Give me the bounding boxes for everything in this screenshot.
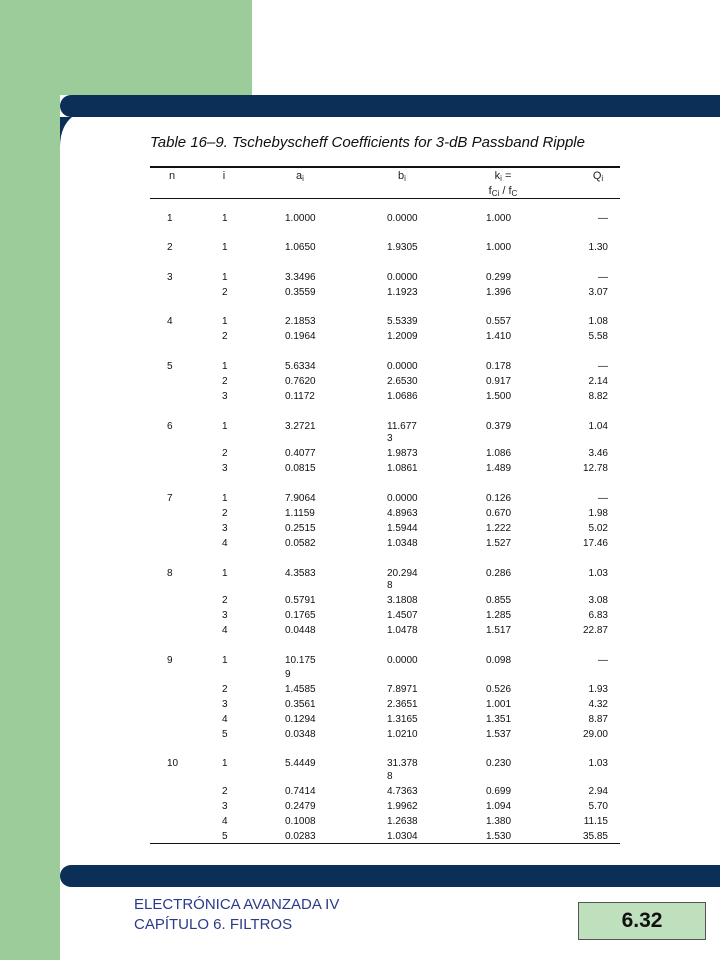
cell-q: 6.83 xyxy=(588,610,608,621)
cell-a: 4.3583 xyxy=(285,568,316,579)
cell-a: 9 xyxy=(285,669,291,680)
cell-a: 0.2515 xyxy=(285,523,316,534)
cell-n: 1 xyxy=(167,213,173,224)
cell-q: — xyxy=(598,272,608,283)
cell-k: 0.699 xyxy=(486,786,512,797)
cell-a: 0.0283 xyxy=(285,831,316,842)
cell-q: 29.00 xyxy=(582,729,608,740)
table-row xyxy=(150,212,620,226)
table-row xyxy=(150,698,620,712)
cell-k: 1.500 xyxy=(486,391,512,402)
cell-i: 3 xyxy=(222,391,228,402)
cell-b: 1.0478 xyxy=(387,625,418,636)
table-row xyxy=(150,360,620,374)
cell-a: 1.0650 xyxy=(285,242,316,253)
cell-i: 2 xyxy=(222,508,228,519)
page-number-box xyxy=(578,902,706,940)
cell-n: 2 xyxy=(167,242,173,253)
cell-i: 2 xyxy=(222,786,228,797)
cell-q: 4.32 xyxy=(588,699,608,710)
cell-q: 17.46 xyxy=(582,538,608,549)
cell-a: 0.7414 xyxy=(285,786,316,797)
cell-k: 1.222 xyxy=(486,523,512,534)
cell-b: 7.8971 xyxy=(387,684,418,695)
cell-q: 1.93 xyxy=(588,684,608,695)
cell-a: 0.3559 xyxy=(285,287,316,298)
cell-a: 0.7620 xyxy=(285,376,316,387)
corner-curve xyxy=(60,117,90,147)
cell-n: 3 xyxy=(167,272,173,283)
cell-n: 5 xyxy=(167,361,173,372)
table-row xyxy=(150,447,620,461)
table-row xyxy=(150,800,620,814)
cell-a: 0.4077 xyxy=(285,448,316,459)
cell-b: 0.0000 xyxy=(387,655,418,666)
cell-i: 5 xyxy=(222,729,228,740)
cell-q: 1.08 xyxy=(588,316,608,327)
cell-i: 3 xyxy=(222,523,228,534)
cell-a: 0.5791 xyxy=(285,595,316,606)
cell-i: 3 xyxy=(222,463,228,474)
cell-n: 7 xyxy=(167,493,173,504)
cell-a: 0.1765 xyxy=(285,610,316,621)
cell-b: 1.9873 xyxy=(387,448,418,459)
cell-a: 0.2479 xyxy=(285,801,316,812)
cell-i: 3 xyxy=(222,610,228,621)
cell-k: 1.517 xyxy=(486,625,512,636)
cell-b: 0.0000 xyxy=(387,361,418,372)
table-row xyxy=(150,330,620,344)
cell-b: 4.7363 xyxy=(387,786,418,797)
cell-a: 2.1853 xyxy=(285,316,316,327)
cell-i: 2 xyxy=(222,331,228,342)
cell-i: 4 xyxy=(222,625,228,636)
cell-b: 1.2638 xyxy=(387,816,418,827)
table-row xyxy=(150,830,620,844)
cell-b: 1.3165 xyxy=(387,714,418,725)
cell-b: 3 xyxy=(387,433,393,444)
cell-a: 0.0815 xyxy=(285,463,316,474)
cell-q: 5.70 xyxy=(588,801,608,812)
table-row xyxy=(150,492,620,506)
cell-a: 3.3496 xyxy=(285,272,316,283)
cell-i: 2 xyxy=(222,376,228,387)
cell-i: 1 xyxy=(222,316,228,327)
cell-i: 1 xyxy=(222,421,228,432)
cell-b: 0.0000 xyxy=(387,493,418,504)
cell-a: 5.4449 xyxy=(285,758,316,769)
footer-chapter-title: CAPÍTULO 6. FILTROS xyxy=(134,916,293,933)
cell-i: 1 xyxy=(222,758,228,769)
cell-k: 0.917 xyxy=(486,376,512,387)
table-row xyxy=(150,432,620,446)
table-row xyxy=(150,815,620,829)
cell-k: 1.489 xyxy=(486,463,512,474)
table-header-rule xyxy=(150,198,620,199)
cell-k: 1.530 xyxy=(486,831,512,842)
cell-q: 8.82 xyxy=(588,391,608,402)
table-row xyxy=(150,579,620,593)
table-row xyxy=(150,241,620,255)
cell-q: 1.03 xyxy=(588,568,608,579)
cell-q: — xyxy=(598,493,608,504)
cell-b: 1.9305 xyxy=(387,242,418,253)
cell-q: 1.04 xyxy=(588,421,608,432)
footer-course-info xyxy=(134,895,339,935)
cell-i: 1 xyxy=(222,242,228,253)
top-navy-bar xyxy=(60,95,720,117)
cell-q: 2.14 xyxy=(588,376,608,387)
cell-a: 5.6334 xyxy=(285,361,316,372)
cell-k: 1.351 xyxy=(486,714,512,725)
cell-q: 1.98 xyxy=(588,508,608,519)
cell-q: 3.07 xyxy=(588,287,608,298)
cell-q: — xyxy=(598,655,608,666)
cell-a: 1.1159 xyxy=(285,508,315,519)
footer-course-title: ELECTRÓNICA AVANZADA IV xyxy=(134,896,340,913)
cell-i: 2 xyxy=(222,684,228,695)
cell-b: 1.0861 xyxy=(387,463,418,474)
cell-q: 12.78 xyxy=(582,463,608,474)
cell-k: 0.557 xyxy=(486,316,512,327)
cell-k: 1.001 xyxy=(486,699,512,710)
cell-k: 0.230 xyxy=(486,758,512,769)
cell-k: 1.000 xyxy=(486,242,512,253)
cell-b: 1.0686 xyxy=(387,391,418,402)
table-row xyxy=(150,728,620,742)
header-b: $b_i$ xyxy=(398,170,406,183)
table-row xyxy=(150,785,620,799)
cell-i: 1 xyxy=(222,361,228,372)
cell-a: 0.1964 xyxy=(285,331,316,342)
cell-n: 6 xyxy=(167,421,173,432)
cell-k: 1.380 xyxy=(486,816,512,827)
table-row xyxy=(150,390,620,404)
cell-q: 1.03 xyxy=(588,758,608,769)
cell-q: 1.30 xyxy=(588,242,608,253)
cell-k: 1.396 xyxy=(486,287,512,298)
cell-i: 4 xyxy=(222,714,228,725)
cell-i: 4 xyxy=(222,816,228,827)
cell-i: 3 xyxy=(222,801,228,812)
table-bottom-rule xyxy=(150,843,620,844)
cell-q: 22.87 xyxy=(582,625,608,636)
cell-b: 1.0304 xyxy=(387,831,418,842)
table-row xyxy=(150,507,620,521)
cell-b: 2.3651 xyxy=(387,699,418,710)
header-a: $a_i$ xyxy=(296,170,304,183)
table-row xyxy=(150,624,620,638)
table-row xyxy=(150,770,620,784)
cell-q: 5.02 xyxy=(588,523,608,534)
header-i: i xyxy=(222,170,226,182)
table-top-rule xyxy=(150,166,620,168)
cell-n: 4 xyxy=(167,316,173,327)
cell-b: 11.677 xyxy=(387,421,417,432)
cell-b: 3.1808 xyxy=(387,595,418,606)
cell-k: 1.000 xyxy=(486,213,512,224)
cell-k: 0.526 xyxy=(486,684,512,695)
cell-q: 8.87 xyxy=(588,714,608,725)
cell-i: 2 xyxy=(222,287,228,298)
cell-k: 1.537 xyxy=(486,729,512,740)
cell-a: 0.1008 xyxy=(285,816,316,827)
cell-k: 0.855 xyxy=(486,595,512,606)
cell-b: 0.0000 xyxy=(387,272,418,283)
cell-a: 0.1172 xyxy=(285,391,315,402)
cell-b: 1.4507 xyxy=(387,610,418,621)
cell-a: 1.0000 xyxy=(285,213,316,224)
cell-k: 0.379 xyxy=(486,421,512,432)
cell-a: 3.2721 xyxy=(285,421,316,432)
table-row xyxy=(150,462,620,476)
cell-i: 1 xyxy=(222,493,228,504)
cell-n: 10 xyxy=(167,758,179,769)
top-green-band xyxy=(60,0,252,95)
header-n: n xyxy=(168,170,176,182)
cell-i: 1 xyxy=(222,272,228,283)
cell-n: 8 xyxy=(167,568,173,579)
table-row xyxy=(150,757,620,771)
cell-i: 1 xyxy=(222,655,228,666)
cell-i: 2 xyxy=(222,448,228,459)
cell-a: 1.4585 xyxy=(285,684,316,695)
cell-b: 20.294 xyxy=(387,568,418,579)
header-k: $k_i$ = $f_{Ci} / f_C$ xyxy=(488,170,518,198)
cell-i: 1 xyxy=(222,568,228,579)
cell-k: 0.178 xyxy=(486,361,512,372)
cell-k: 1.086 xyxy=(486,448,512,459)
bottom-navy-bar xyxy=(60,865,720,887)
cell-b: 0.0000 xyxy=(387,213,418,224)
table-row xyxy=(150,594,620,608)
header-q: $Q_i$ xyxy=(592,170,604,183)
cell-q: 11.15 xyxy=(583,816,608,827)
cell-b: 1.0348 xyxy=(387,538,418,549)
table-row xyxy=(150,683,620,697)
cell-a: 10.175 xyxy=(285,655,316,666)
table-row xyxy=(150,286,620,300)
cell-b: 8 xyxy=(387,580,393,591)
table-row xyxy=(150,668,620,682)
table-row xyxy=(150,315,620,329)
cell-q: 35.85 xyxy=(582,831,608,842)
table-row xyxy=(150,654,620,668)
cell-q: — xyxy=(598,213,608,224)
table-row xyxy=(150,522,620,536)
cell-q: — xyxy=(598,361,608,372)
cell-k: 1.094 xyxy=(486,801,512,812)
cell-b: 1.1923 xyxy=(387,287,418,298)
cell-b: 1.9962 xyxy=(387,801,418,812)
cell-i: 1 xyxy=(222,213,228,224)
cell-b: 1.0210 xyxy=(387,729,418,740)
cell-b: 8 xyxy=(387,771,393,782)
cell-q: 5.58 xyxy=(588,331,608,342)
table-row xyxy=(150,537,620,551)
table-row xyxy=(150,375,620,389)
cell-i: 5 xyxy=(222,831,228,842)
cell-k: 0.126 xyxy=(486,493,512,504)
cell-a: 0.3561 xyxy=(285,699,316,710)
page-number: 6.32 xyxy=(621,909,663,932)
table-row xyxy=(150,271,620,285)
cell-q: 3.46 xyxy=(588,448,608,459)
cell-k: 1.410 xyxy=(486,331,512,342)
cell-i: 3 xyxy=(222,699,228,710)
cell-k: 0.286 xyxy=(486,568,512,579)
table-title: Table 16–9. Tschebyscheff Coefficients for 3-dB Passband Ripple xyxy=(150,134,585,151)
table-row xyxy=(150,609,620,623)
cell-k: 0.098 xyxy=(486,655,512,666)
cell-a: 0.0448 xyxy=(285,625,316,636)
cell-b: 4.8963 xyxy=(387,508,418,519)
cell-q: 3.08 xyxy=(588,595,608,606)
cell-k: 0.299 xyxy=(486,272,512,283)
cell-n: 9 xyxy=(167,655,173,666)
cell-a: 0.0348 xyxy=(285,729,316,740)
table-row xyxy=(150,713,620,727)
cell-i: 4 xyxy=(222,538,228,549)
cell-b: 2.6530 xyxy=(387,376,418,387)
cell-q: 2.94 xyxy=(588,786,608,797)
cell-k: 1.285 xyxy=(486,610,512,621)
left-green-band xyxy=(0,0,60,960)
cell-b: 31.378 xyxy=(387,758,418,769)
cell-a: 7.9064 xyxy=(285,493,316,504)
cell-k: 1.527 xyxy=(486,538,512,549)
cell-a: 0.1294 xyxy=(285,714,316,725)
cell-i: 2 xyxy=(222,595,228,606)
cell-b: 1.2009 xyxy=(387,331,418,342)
cell-b: 5.5339 xyxy=(387,316,418,327)
cell-b: 1.5944 xyxy=(387,523,418,534)
cell-k: 0.670 xyxy=(486,508,512,519)
cell-a: 0.0582 xyxy=(285,538,316,549)
